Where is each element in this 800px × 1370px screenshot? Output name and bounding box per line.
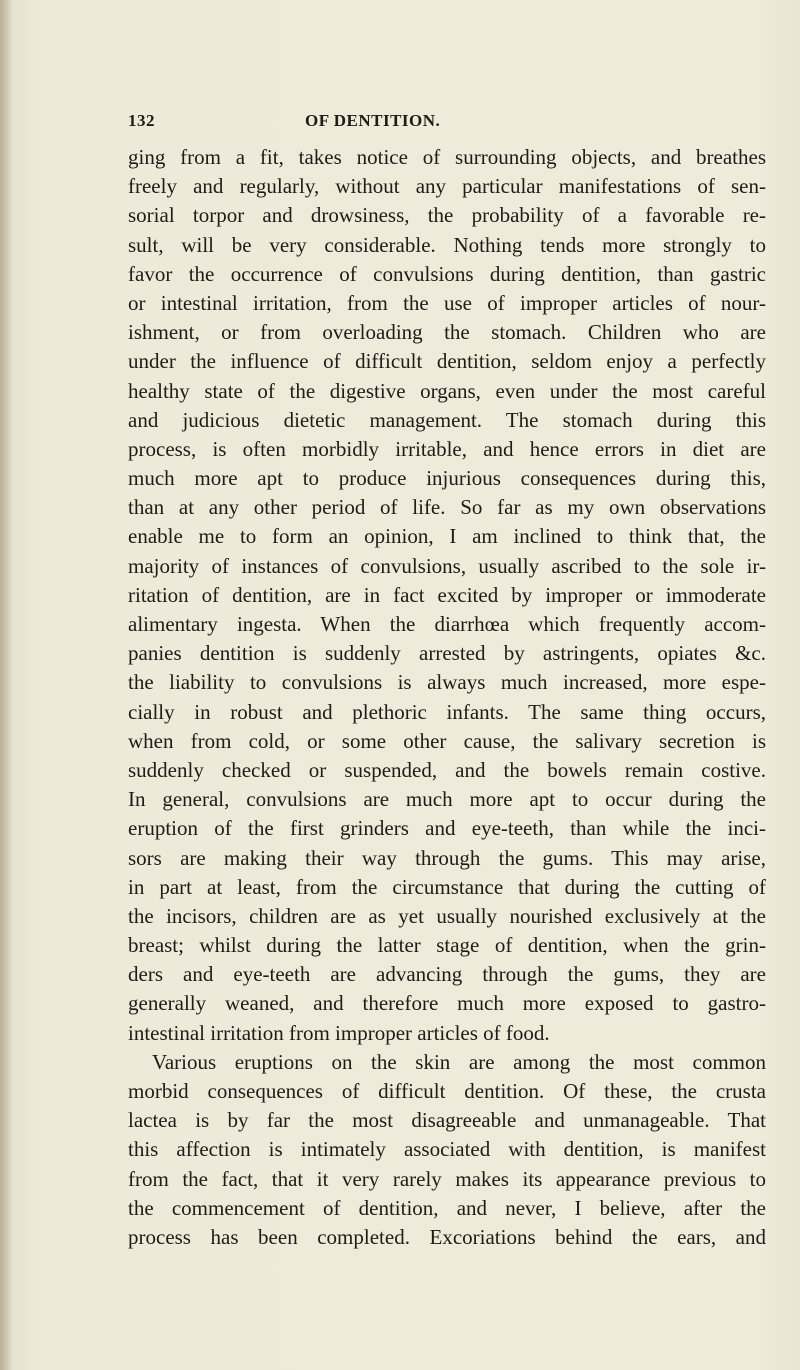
text-line: sorial torpor and drowsiness, the probability of a favorable re- (128, 203, 766, 228)
text-line: freely and regularly, without any particular manifestations of sen- (128, 174, 766, 199)
text-line: when from cold, or some other cause, the salivary secretion is (128, 728, 766, 753)
page-number: 132 (128, 111, 155, 130)
text-line: generally weaned, and therefore much more exposed to gastro- (128, 991, 766, 1016)
body-text (128, 143, 766, 1252)
text-line: panies dentition is suddenly arrested by astringents, opiates &c. (128, 641, 766, 666)
text-line: in part at least, from the circumstance that during the cutting of (128, 874, 766, 899)
text-line: sult, will be very considerable. Nothing tends more strongly to (128, 232, 766, 257)
text-line: morbid consequences of difficult dentition. Of these, the crusta (128, 1079, 766, 1103)
text-line: alimentary ingesta. When the diarrhœa which frequently accom- (128, 612, 766, 636)
text-line: much more apt to produce injurious consequences during this, (128, 466, 766, 491)
text-line: healthy state of the digestive organs, even under the most careful (128, 378, 766, 403)
text-line: under the influence of difficult dentition, seldom enjoy a perfectly (128, 349, 766, 374)
text-line: the incisors, children are as yet usually nourished exclusively at the (128, 903, 766, 928)
text-line: favor the occurrence of convulsions during dentition, than gastric (128, 261, 766, 286)
text-line: ders and eye-teeth are advancing through the gums, they are (128, 962, 766, 987)
text-line: cially in robust and plethoric infants. The same thing occurs, (128, 699, 766, 724)
text-line: from the fact, that it very rarely makes its appearance previous to (128, 1166, 766, 1191)
text-line: suddenly checked or suspended, and the bowels remain costive. (128, 757, 766, 782)
running-head (128, 111, 768, 137)
text-line: and judicious dietetic management. The stomach during this (128, 407, 766, 432)
text-line: lactea is by far the most disagreeable and unmanageable. That (128, 1108, 766, 1133)
text-line: Various eruptions on the skin are among the most common (152, 1049, 766, 1074)
text-line: than at any other period of life. So far as my own observations (128, 495, 766, 520)
text-line: majority of instances of convulsions, usually ascribed to the sole ir- (128, 553, 766, 578)
text-line: or intestinal irritation, from the use of improper articles of nour- (128, 290, 766, 315)
text-line: In general, convulsions are much more apt to occur during the (128, 787, 766, 812)
text-line: breast; whilst during the latter stage of dentition, when the grin- (128, 933, 766, 958)
text-line: process, is often morbidly irritable, and hence errors in diet are (128, 436, 766, 461)
text-line: enable me to form an opinion, I am inclined to think that, the (128, 524, 766, 549)
text-line: this affection is intimately associated with dentition, is manifest (128, 1137, 766, 1162)
text-line: ishment, or from overloading the stomach. Children who are (128, 320, 766, 345)
text-line: sors are making their way through the gums. This may arise, (128, 845, 766, 870)
text-line: ging from a fit, takes notice of surrounding objects, and breathes (128, 145, 766, 169)
text-line: process has been completed. Excoriations behind the ears, and (128, 1224, 766, 1249)
gutter-shadow (0, 0, 12, 1370)
text-line: eruption of the first grinders and eye-teeth, than while the inci- (128, 816, 766, 841)
running-title: OF DENTITION. (305, 111, 441, 130)
text-line: intestinal irritation from improper articles of food. (128, 1020, 550, 1045)
text-line: the liability to convulsions is always much increased, more espe- (128, 670, 766, 695)
text-line: ritation of dentition, are in fact excited by improper or immoderate (128, 582, 766, 607)
text-line: the commencement of dentition, and never, I believe, after the (128, 1195, 766, 1220)
